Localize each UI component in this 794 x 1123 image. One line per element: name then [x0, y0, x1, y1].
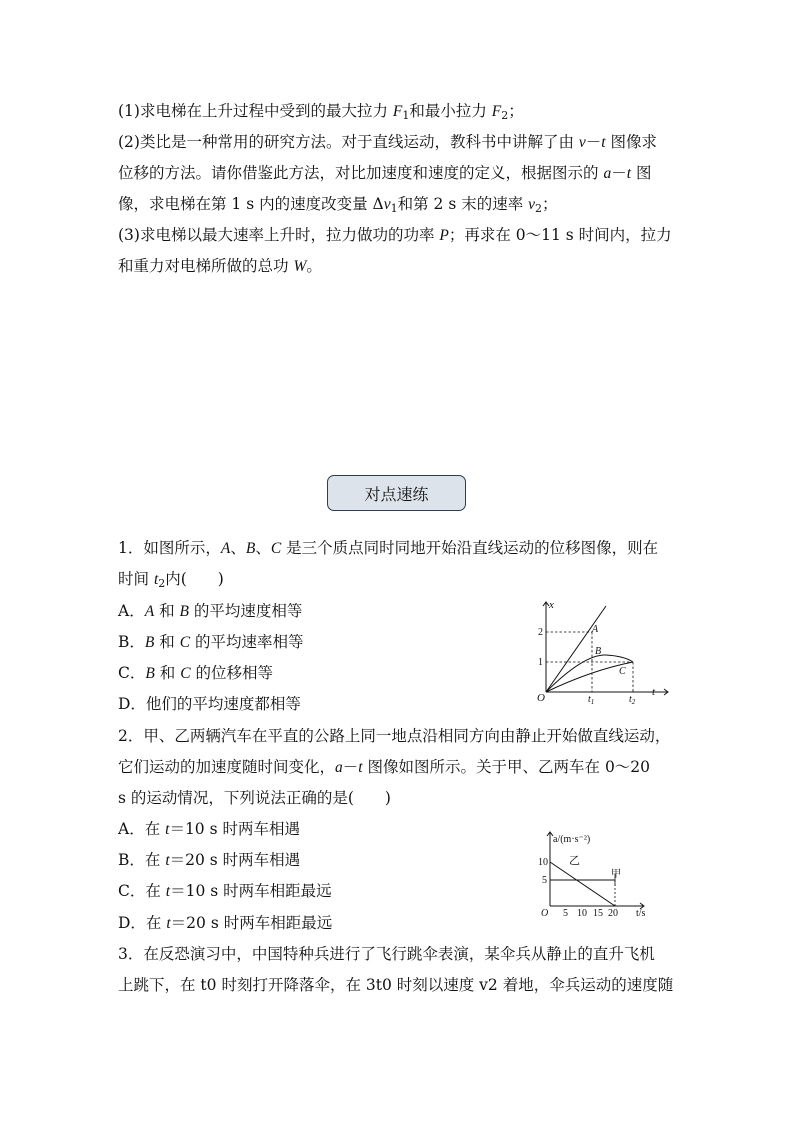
a-axis-label: a/(m·s⁻²)	[553, 834, 591, 845]
tick-5: 5	[542, 875, 547, 886]
label-a: A	[592, 624, 599, 635]
graph-x-axis-label: x	[549, 599, 554, 611]
line-yi	[550, 862, 615, 906]
question-2-line-2: 位移的方法。请你借鉴此方法，对比加速度和速度的定义，根据图示的 a－t 图	[118, 164, 652, 182]
origin: O	[541, 908, 549, 919]
problem-2-stem-line-1: 2．甲、乙两辆汽车在平直的公路上同一地点沿相同方向由静止开始做直线运动，	[118, 727, 671, 745]
tick-10: 10	[538, 857, 548, 868]
tick-x20: 20	[608, 908, 618, 919]
tick-y2: 2	[538, 627, 543, 638]
label-yi: 乙	[569, 855, 580, 867]
tick-x10: 10	[577, 908, 587, 919]
question-1-line: (1)求电梯在上升过程中受到的最大拉力 $F_1$和最小拉力 $F_2$；	[118, 102, 524, 122]
problem-1-xt-graph	[532, 596, 672, 706]
problem-2-option-d[interactable]: D．在 t＝20 s 时两车相距最远	[118, 914, 333, 932]
problem-2-option-a[interactable]: A．在 t＝10 s 时两车相遇	[118, 820, 300, 838]
tick-y1: 1	[538, 657, 543, 668]
question-2-line-1: (2)类比是一种常用的研究方法。对于直线运动，教科书中讲解了由 v－t 图像求	[118, 133, 658, 151]
problem-1-option-c[interactable]: C．B 和 C 的位移相等	[118, 664, 273, 682]
problem-1-option-a[interactable]: A．A 和 B 的平均速度相等	[118, 602, 303, 620]
label-b: B	[595, 646, 602, 657]
label-jia: 甲	[611, 869, 621, 880]
label-c: C	[619, 666, 626, 677]
problem-2-option-b[interactable]: B．在 t＝20 s 时两车相遇	[118, 851, 301, 869]
problem-3-line-1: 3．在反恐演习中，中国特种兵进行了飞行跳伞表演，某伞兵从静止的直升飞机	[118, 945, 655, 963]
problem-3-line-2: 上跳下，在 t0 时刻打开降落伞，在 3t0 时刻以速度 v2 着地，伞兵运动的速度随	[118, 976, 674, 994]
question-2-line-3: 像，求电梯在第 1 s 内的速度改变量 $\Delta v_1$和第 2 s 末的速率 $v_2$；	[118, 195, 558, 215]
t-axis-label: t/s	[636, 908, 646, 919]
tick-x15: 15	[593, 908, 603, 919]
graph-t-axis-label: t	[652, 686, 656, 698]
graph-origin: O	[537, 692, 545, 704]
section-title: 对点速练	[327, 475, 466, 511]
problem-2-at-graph	[532, 828, 672, 920]
problem-2-stem-line-3: s 的运动情况，下列说法正确的是( )	[118, 789, 391, 807]
problem-2-option-c[interactable]: C．在 t＝10 s 时两车相距最远	[118, 882, 332, 900]
question-3-line-1: (3)求电梯以最大速率上升时，拉力做功的功率 P；再求在 0～11 s 时间内，拉力	[118, 226, 672, 244]
problem-1-option-b[interactable]: B．B 和 C 的平均速率相等	[118, 633, 304, 651]
tick-t2: $t_2$	[629, 694, 636, 706]
tick-x5: 5	[563, 908, 568, 919]
problem-1-stem-line-2: 时间 $t_2$内( )	[118, 570, 224, 590]
question-3-line-2: 和重力对电梯所做的总功 W。	[118, 257, 322, 275]
tick-t1: $t_1$	[588, 694, 595, 706]
problem-2-stem-line-2: 它们运动的加速度随时间变化，a－t 图像如图所示。关于甲、乙两车在 0～20	[118, 758, 651, 776]
problem-1-stem-line-1: 1．如图所示，A、B、C 是三个质点同时同地开始沿直线运动的位移图像，则在	[118, 539, 659, 557]
problem-1-option-d[interactable]: D．他们的平均速度都相等	[118, 695, 301, 713]
